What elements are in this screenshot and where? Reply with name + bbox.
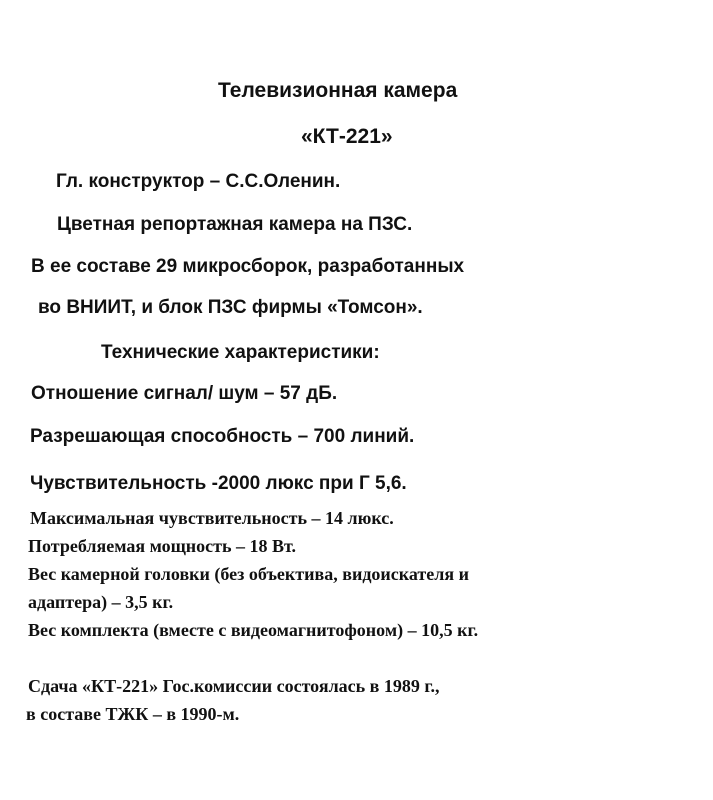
description-line-1: Цветная репортажная камера на ПЗС. xyxy=(57,214,413,235)
specs-heading: Технические характеристики: xyxy=(101,342,380,363)
description-line-3: во ВНИИТ, и блок ПЗС фирмы «Томсон». xyxy=(38,297,423,318)
spec-max-sensitivity: Максимальная чувствительность – 14 люкс. xyxy=(30,508,394,528)
spec-weight-line-1: Вес камерной головки (без объектива, видоискателя и xyxy=(28,564,469,584)
spec-snr: Отношение сигнал/ шум – 57 дБ. xyxy=(31,383,338,404)
history-line-1: Сдача «КТ-221» Гос.комиссии состоялась в 1989 г., xyxy=(28,676,440,696)
designer-line: Гл. конструктор – С.С.Оленин. xyxy=(56,171,341,192)
spec-sensitivity: Чувствительность -2000 люкс при Г 5,6. xyxy=(30,473,407,494)
spec-power: Потребляемая мощность – 18 Вт. xyxy=(28,536,297,556)
title-line-2: «КТ-221» xyxy=(301,125,393,148)
title-line-1: Телевизионная камера xyxy=(218,79,458,102)
spec-resolution: Разрешающая способность – 700 линий. xyxy=(30,426,415,447)
spec-weight-line-2: адаптера) – 3,5 кг. xyxy=(28,592,174,612)
history-line-2: в составе ТЖК – в 1990-м. xyxy=(26,704,240,724)
description-line-2: В ее составе 29 микросборок, разработанных xyxy=(31,256,465,277)
spec-kit-weight: Вес комплекта (вместе с видеомагнитофоном) – 10,5 кг. xyxy=(28,620,479,640)
